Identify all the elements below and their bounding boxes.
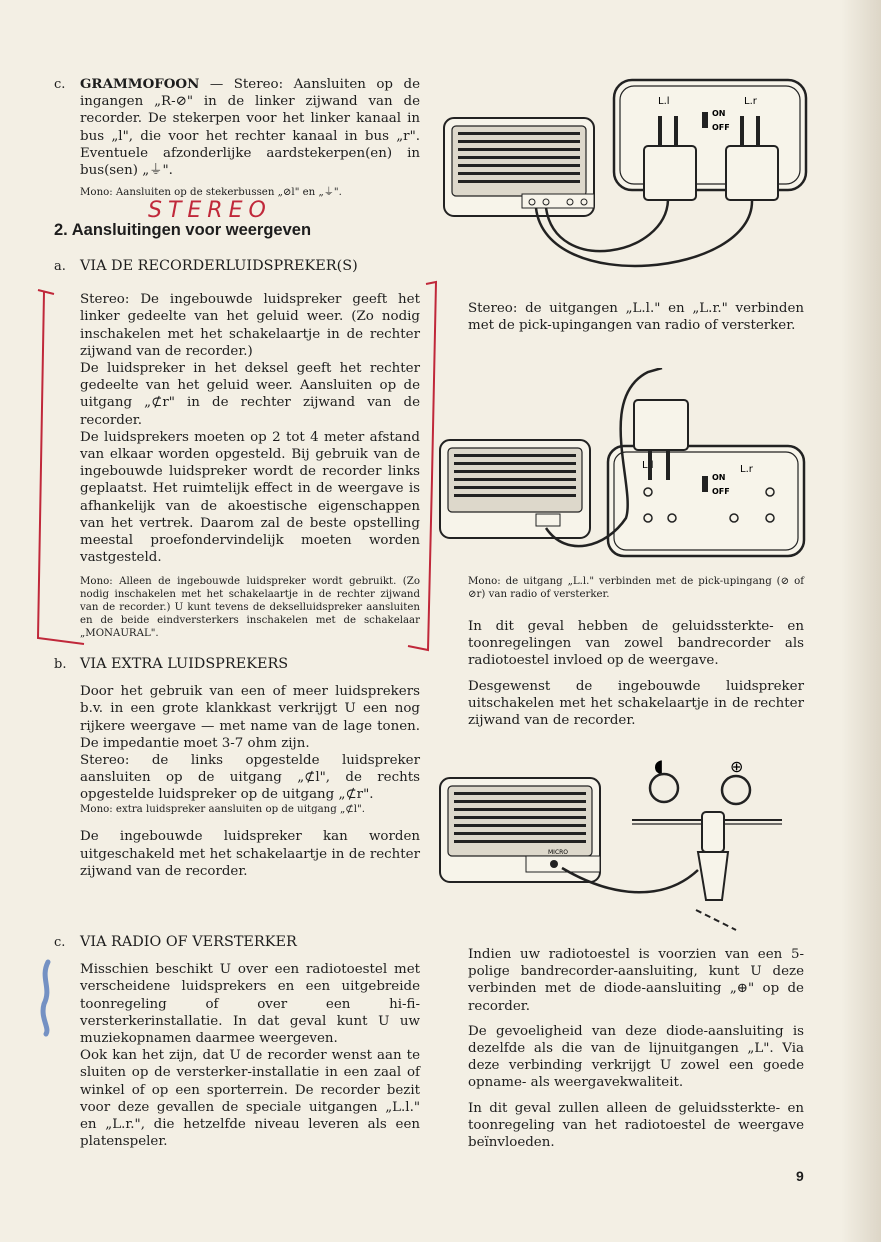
microphone-icon: ◖ bbox=[654, 756, 664, 777]
label-lr: L.r bbox=[740, 464, 753, 475]
section-letter: c. bbox=[54, 935, 66, 950]
label-ll: L.l bbox=[658, 96, 670, 107]
diode-icon: ⊕ bbox=[730, 757, 744, 776]
paragraph: Desgewenst de ingebouwde luidspreker uitschakelen met het schakelaartje in de rechter zijwand van de recorder. bbox=[468, 678, 804, 729]
blue-pen-mark bbox=[36, 958, 60, 1038]
paragraph: Stereo: de links opgestelde luidspreker aansluiten op de uitgang „⊄l", de rechts opgestelde luidspreker op de uitgang „⊄r". bbox=[80, 753, 420, 803]
label-ll: L.l bbox=[642, 460, 654, 471]
paragraph: Misschien beschikt U over een radiotoestel met verscheidene luidsprekers en een uitgebreide toonregeling of over een hi-fi-versterkerinstallatie. In dat geval kunt U uw muziekopnamen daarmee weergeven. bbox=[80, 962, 420, 1047]
figure-stereo-connection bbox=[436, 76, 816, 296]
section-extra-luidsprekers bbox=[54, 656, 420, 888]
section-title: VIA RADIO OF VERSTERKER bbox=[80, 934, 297, 950]
section-letter: b. bbox=[54, 657, 67, 672]
figure-mono-connection bbox=[436, 368, 816, 578]
paragraph: In dit geval zullen alleen de geluidssterkte- en toonregeling van het radiotoestel de weergave beïnvloeden. bbox=[468, 1100, 804, 1151]
chapter-heading: 2. Aansluitingen voor weergeven bbox=[54, 221, 312, 239]
label-micro: MICRO bbox=[548, 849, 569, 856]
section-letter: c. bbox=[54, 77, 66, 92]
label-lr: L.r bbox=[744, 96, 757, 107]
paragraph: De ingebouwde luidspreker kan worden uitgeschakeld met het schakelaartje in de rechter zijwand van de recorder. bbox=[80, 829, 420, 879]
section-title: VIA DE RECORDERLUIDSPREKER(S) bbox=[80, 258, 358, 274]
section-letter: a. bbox=[54, 259, 66, 274]
paragraph: Indien uw radiotoestel is voorzien van een 5-polige bandrecorder-aansluiting, kunt U deze verbinden met de diode-aansluiting „⊕" op de recorder. bbox=[468, 947, 804, 1014]
section-title: VIA EXTRA LUIDSPREKERS bbox=[80, 656, 289, 672]
label-on: ON bbox=[712, 473, 726, 482]
paragraph: De luidspreker in het deksel geeft het rechter gedeelte van het geluid weer. Aansluiten op de uitgang „⊄r" in de rechter zijwand van de recorder. bbox=[80, 361, 420, 428]
mono-note: Mono: Aansluiten op de stekerbussen „⊘l" en „⏚". bbox=[80, 187, 342, 199]
red-bracket-annotation bbox=[24, 278, 444, 658]
mono-note: Mono: extra luidspreker aansluiten op de uitgang „⊄l". bbox=[80, 803, 365, 815]
section-grammofoon bbox=[54, 76, 420, 208]
section-title: GRAMMOFOON bbox=[80, 76, 200, 92]
paragraph: De gevoeligheid van deze diode-aansluiting is dezelfde als die van de lijnuitgangen „L". Via deze verbinding verkrijgt U zowel een goede opname- als weergavekwaliteit. bbox=[468, 1023, 804, 1091]
figure-caption: Mono: de uitgang „L.l." verbinden met de pick-upingang (⊘ of ⊘r) van radio of versterker. bbox=[468, 576, 804, 600]
section-text: — Stereo: Aansluiten op de ingangen „R-⊘" in de linker zijwand van de recorder. De stekerpen voor het linker kanaal in bus „l", die voor het rechter kanaal in bus „r". Eventuele afzonderlijke aardstekerpen(en) in bus(sen) „⏚". bbox=[80, 77, 420, 179]
label-off: OFF bbox=[712, 487, 730, 496]
paragraph: In dit geval hebben de geluidssterkte- en toonregelingen van zowel bandrecorder als radiotoestel invloed op de weergave. bbox=[468, 619, 804, 669]
mono-note: Mono: Alleen de ingebouwde luidspreker wordt gebruikt. (Zo nodig inschakelen met het schakelaartje in de rechter zijwand van de recorder.) U kunt tevens de dekselluidspreker aansluiten en de beide eindversterkers inschakelen met de schakelaar „MONAURAL". bbox=[80, 576, 420, 639]
paragraph: De luidsprekers moeten op 2 tot 4 meter afstand van elkaar worden opgesteld. Bij gebruik van de ingebouwde luidspreker wordt de recorder links geplaatst. Het ruimtelijk effect in de weergave is afhankelijk van de akoestische eigenschappen van het vertrek. Daarom zal de beste opstelling meestal proefondervindelijk moeten worden vastgesteld. bbox=[80, 429, 420, 566]
label-off: OFF bbox=[712, 123, 730, 132]
paragraph: Door het gebruik van een of meer luidsprekers b.v. in een grote klankkast verkrijgt U een nog rijkere weergave — met name van de lage tonen. De impedantie moet 3-7 ohm zijn. bbox=[80, 684, 420, 751]
page-number: 9 bbox=[796, 1168, 804, 1184]
section-radio-versterker bbox=[54, 934, 420, 1150]
figure-caption: Stereo: de uitgangen „L.l." en „L.r." verbinden met de pick-upingangen van radio of versterker. bbox=[468, 301, 804, 334]
handwritten-note: STEREO bbox=[148, 198, 272, 223]
label-on: ON bbox=[712, 109, 726, 118]
paragraph: Ook kan het zijn, dat U de recorder wenst aan te sluiten op de versterker-installatie in een zaal of winkel of op een sporterrein. De recorder bezit voor deze gevallen de speciale uitgangen „L.l." en „L.r.", die hetzelfde niveau leveren als een platenspeler. bbox=[80, 1048, 420, 1150]
figure-diode-connection bbox=[436, 750, 816, 940]
page-edge-shadow bbox=[841, 0, 881, 1242]
paragraph: Stereo: De ingebouwde luidspreker geeft het linker gedeelte van het geluid weer. (Zo nodig inschakelen met het schakelaartje in de rechter zijwand van de recorder.) bbox=[80, 292, 420, 359]
